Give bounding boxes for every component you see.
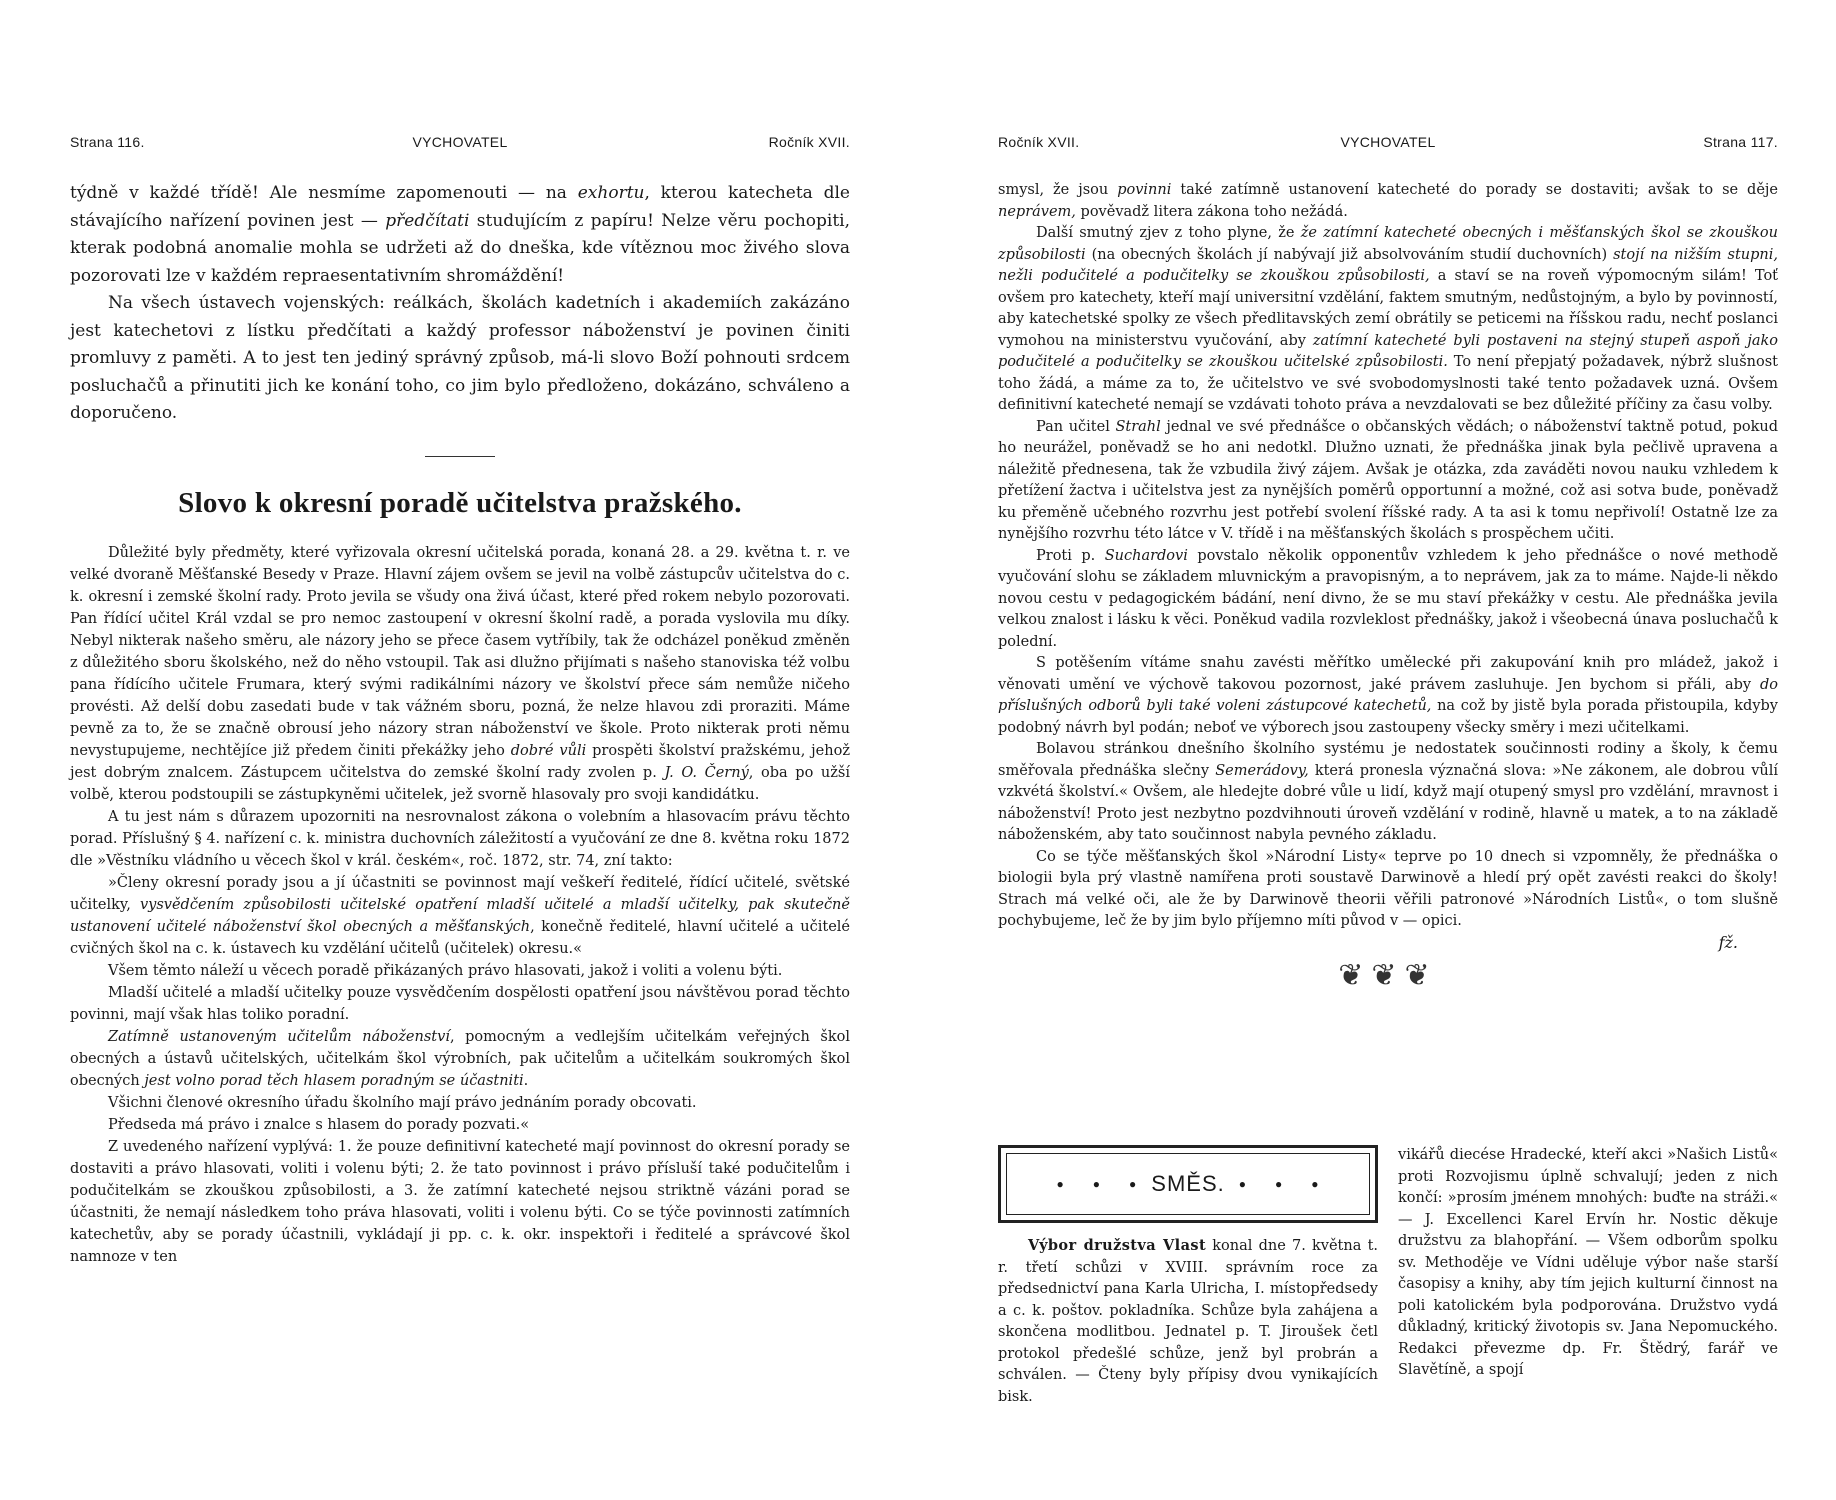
- right-column: [998, 180, 1778, 993]
- ornament-divider: ❦❦❦: [1338, 957, 1438, 993]
- bullet-icon: ●: [1129, 1177, 1138, 1191]
- smes-item: Výbor družstva Vlast konal dne 7. května t. r. třetí schůzi v XVIII. správním roce za předsednictví pana Karla Ulricha, I. místopředsedy a c. k. poštov. pokladníka. Schůze byla zahájena a skončena modlitbou. Jednatel p. T. Jiroušek četl protokol předešlé schůze, jenž byl probrán a schválen. — Čteny byly přípisy dvou vynikajících bisk.: [998, 1237, 1378, 1405]
- article-paragraph: Co se týče měšťanských škol »Národní Listy« teprve po 10 dnech si vzpomněly, že přednáška o biologii byla prý vlastně namířena proti soustavě Darwinově a hledí prý opět zavésti reakci do školy! Strach má velké oči, ale že by Darwinově theorii věřili patronové »Národních Listů«, o tom slušně pochybujeme, leč že by jim bylo příjemno míti původ v — opici.: [998, 848, 1778, 929]
- quoted-paragraph: Mladší učitelé a mladší učitelky pouze vysvědčením dospělosti opatření jsou návštěvou porad těchto povinni, mají však hlas toliko poradní.: [70, 984, 850, 1023]
- quoted-paragraph: Zatímně ustanoveným učitelům náboženství, pomocným a vedlejším učitelkám veřejných škol obecných a ústavů učitelských, učitelkám škol výrobních, pak učitelům a učitelkám soukromých škol obecných jest volno porad těch hlasem poradným se účastniti.: [70, 1028, 851, 1089]
- article-paragraph: S potěšením vítáme snahu zavésti měřítko umělecké při zakupování knih pro mládež, jakož i věnovati umění ve výchově takovou pozornost, jaké právem zasluhuje. Jen bychom si přáli, aby do příslušných odborů byli také voleni zástupcové katechetů, na což by jistě byla porada přistoupila, kdyby podobný návrh byl podán; neboť ve výborech jsou zastoupeny všecky směry i mezi učitelkami.: [998, 655, 1778, 736]
- smes-section-box: [998, 1145, 1378, 1223]
- page-number: Strana 116.: [70, 134, 145, 150]
- left-page-header: [70, 134, 850, 156]
- smes-title: SMĚS.: [1151, 1171, 1225, 1196]
- section-divider: [425, 456, 495, 457]
- article-paragraph: A tu jest nám s důrazem upozorniti na nesrovnalost zákona o volebním a hlasovacím právu těchto porad. Příslušný § 4. nařízení c. k. ministra duchovních záležitostí a vyučování ze dne 8. května roku 1872 dle »Věstníku vládního u věcech škol v král. českém«, roč. 1872, str. 74, zní takto:: [70, 808, 850, 869]
- bullet-icon: ●: [1092, 1177, 1102, 1191]
- intro-paragraph-2: Na všech ústavech vojenských: reálkách, školách kadetních i akademiích zakázáno jest katechetovi z lístku předčítati a každý professor náboženství je povinen činiti promluvy z paměti. A to jest ten jediný správný způsob, má-li slovo Boží pohnouti srdcem posluchačů a přinutiti jich ke konání toho, co jim bylo předloženo, dokázáno, schváleno a doporučeno.: [70, 293, 850, 423]
- article-paragraph: Důležité byly předměty, které vyřizovala okresní učitelská porada, konaná 28. a 29. května t. r. ve velké dvoraně Měšťanské Besedy v Praze. Hlavní zájem ovšem se jevil na volbě zástupcův učitelstva do c. k. okresní i zemské školní rady. Proto jevila se všudy ona živá účast, které před rokem nebylo pozorovati. Pan řídící učitel Král vzdal se pro nemoc zastoupení v okresní školní radě, a porada vyslovila mu díky. Nebyl nikterak našeho směru, ale názory jeho se přece časem vytříbily, tak že odcházel poněkud změněn z důležitého sboru školského, než do něho vstoupil. Tak asi dlužno přijímati s našeho stanoviska též volbu pana řídícího učitele Frumara, který svými radikálními názory ve školství přece sám nemůže ničeho provésti. Až delší dobu zasedati bude v tak vážném sboru, pozná, že nelze hlavou zdi proraziti. Máme pevně za to, že se značně obrousí jeho názory stran náboženství ve škole. Proto nikterak proti němu nevystupujeme, nechtějíce již předem činiti překážky jeho dobré vůli prospěti školství pražskému, jehož jest dobrým znalcem. Zástupcem učitelstva do zemské školní rady zvolen p. J. O. Černý, oba po užší volbě, kterou podstoupili se zástupkyněmi učitelek, jež svorně hlasovaly pro svoji kandidátku.: [70, 544, 850, 803]
- quoted-paragraph: Předseda má právo i znalce s hlasem do porady pozvati.«: [108, 1116, 530, 1133]
- bullet-icon: ●: [1311, 1177, 1320, 1191]
- journal-title: VYCHOVATEL: [1340, 134, 1436, 150]
- bullet-icon: ●: [1238, 1177, 1247, 1191]
- article-title: Slovo k okresní poradě učitelstva pražského.: [178, 486, 742, 519]
- article-paragraph: Proti p. Suchardovi povstalo několik opponentův vzhledem k jeho přednášce o nové methodě vyučování slohu se základem mluvnickým a pravopisným, a to neprávem, jak za to máme. Najde-li někdo novou cestu v pedagogickém bádání, není divno, že se mu staví překážky v cestu. Ale přednáška jevila velkou znalost i lásku k věci. Poněkud vadila rozvleklost přednášky, jakož i všeobecná únava posluchačů k polední.: [998, 547, 1778, 650]
- article-paragraph: Pan učitel Strahl jednal ve své přednášce o občanských vědách; o náboženství taktně potud, pokud ho neurážel, poněvadž se ho ani nedotkl. Dlužno uznati, že přednáška jinak byla pečlivě upravena a náležitě přednesena, tak že vzbudila živý zájem. Avšak je otázka, zda zaváděti novou nauku vzhledem k přetížení žactva i učitelstva jest za nynějších poměrů opportunní a možné, což asi sotva bude, poněvadž ku přeměně učebného rozvrhu jest potřebí svolení říšské rady. A ta asi k tomu nepřivolí! Ostatně lze za nynějšího rozvrhu této látce v V. třídě i na měšťanských školách s prospěchem učiti.: [998, 418, 1778, 542]
- volume-label: Ročník XVII.: [768, 134, 850, 150]
- quoted-paragraph: Všem těmto náleží u věcech poradě přikázaných právo hlasovati, jakož i voliti a volenu býti.: [108, 962, 783, 979]
- quoted-paragraph: Všichni členové okresního úřadu školního mají právo jednáním porady obcovati.: [108, 1094, 697, 1111]
- page-number: Strana 117.: [1703, 134, 1778, 150]
- bullet-icon: ●: [1274, 1177, 1284, 1191]
- article-paragraph: Bolavou stránkou dnešního školního systému je nedostatek součinnosti rodiny a školy, k čemu směřovala přednáška slečny Semerádovy, která pronesla význačná slova: »Ne zákonem, ale dobrou vůlí vzkvétá školství.« Ovšem, ale hledejte dobré vůle u lidí, když mají otupený smysl pro vzdělání, mravnost i náboženství! Proto jest nezbytno pozdvihnouti úroveň vzdělání v rodině, hlavně u matek, a to na základě náboženském, aby tato součinnost nabyla pevného základu.: [998, 741, 1778, 843]
- right-page: [918, 0, 1836, 1500]
- smes-left-column: [998, 1235, 1378, 1408]
- right-page-header: [998, 134, 1778, 156]
- smes-item-heading: Výbor družstva Vlast: [1028, 1237, 1207, 1254]
- journal-title: VYCHOVATEL: [412, 134, 508, 150]
- quoted-paragraph: »Členy okresní porady jsou a jí účastniti se povinnost mají veškeří ředitelé, řídící učitelé, světské učitelky, vysvědčením způsobilosti učitelské opatření mladší učitelé a mladší učitelky, pak skutečně ustanovení učitelé náboženství škol obecných a měšťanských, konečně ředitelé, hlavní učitelé a učitelé cvičných škol na c. k. ústavech ku vzdělání učitelů (učitelek) okresu.«: [70, 874, 850, 957]
- intro-paragraph-1: týdně v každé třídě! Ale nesmíme zapomenouti — na exhortu, kterou katecheta dle stávajícího nařízení povinen jest — předčítati studujícím z papíru! Nelze věru pochopiti, kterak podobná anomalie mohla se udržeti až do dneška, kde vítěznou moc živého slova pozorovati lze v každém repraesentativním shromáždění!: [70, 183, 850, 286]
- article-paragraph: Další smutný zjev z toho plyne, že že zatímní katecheté obecných i měšťanských škol se zkouškou způsobilosti (na obecných školách jí nabývají již absolvováním studií duchovních) stojí na nižším stupni, nežli podučitelé a podučitelky se zkouškou způsobilosti, a staví se na roveň výpomocným silám! Toť ovšem pro katechety, kteří mají universitní vzdělání, faktem smutným, nedůstojným, a bylo by povinností, aby katechetské spolky ze všech předlitavských zemí obrátily se peticemi na říšskou radu, nechť poslanci vymohou na ministerstvu vyučování, aby zatímní katecheté byli postaveni na stejný stupeň aspoň jako podučitelé a podučitelky se zkouškou učitelské způsobilosti. To není přepjatý požadavek, nýbrž slušnost toho žádá, a máme za to, že učitelstvo ve své svobodomyslnosti také tento požadavek uzná. Ovšem definitivní katecheté nemají se vzdávati tohoto práva a nevzdalovati se bez důležité příčiny za času volby.: [998, 225, 1778, 413]
- bullet-icon: ●: [1056, 1177, 1065, 1191]
- author-signature: fž.: [1718, 932, 1738, 952]
- volume-label: Ročník XVII.: [998, 134, 1080, 150]
- article-paragraph: Z uvedeného nařízení vyplývá: 1. že pouze definitivní katecheté mají povinnost do okresní porady se dostaviti a právo hlasovati, voliti i volenu býti; 2. že tato povinnost i právo přísluší také podučitelům i podučitelkám se zkouškou způsobilosti, a 3. že zatímní katecheté nejsou striktně vázáni porad se účastniti, že nemají následkem toho práva hlasovati, voliti i volenu býti. Co se týče povinnosti zatímních katechetův, aby se porady účastnili, vykládají ji pp. c. k. okr. inspektoři i ředitelé a správcové škol namnoze v ten: [70, 1138, 850, 1265]
- left-column: [70, 180, 850, 1268]
- smes-item-continued: vikářů diecése Hradecké, kteří akci »Našich Listů« proti Rozvojismu úplně schvalují; jeden z nich končí: »prosím jménem mnohých: buďte na stráži.« — J. Excellenci Karel Ervín hr. Nostic děkuje družstvu za blahopřání. — Všem odborům spolku sv. Methoděje ve Vídni uděluje výbor naše starší časopisy a knihy, aby tím jejich kulturní činnost na poli katolickém byla podporována. Družstvo vydá důkladný, kritický životopis sv. Jana Nepomuckého. Redakci převezme dp. Fr. Štědrý, farář ve Slavětíně, a spojí: [1398, 1147, 1778, 1378]
- article-paragraph: smysl, že jsou povinni také zatímně ustanovení katecheté do porady se dostaviti; avšak to se děje neprávem, pověvadž litera zákona toho nežádá.: [998, 182, 1778, 220]
- smes-heading: [1006, 1153, 1370, 1215]
- smes-right-column: [1398, 1145, 1778, 1382]
